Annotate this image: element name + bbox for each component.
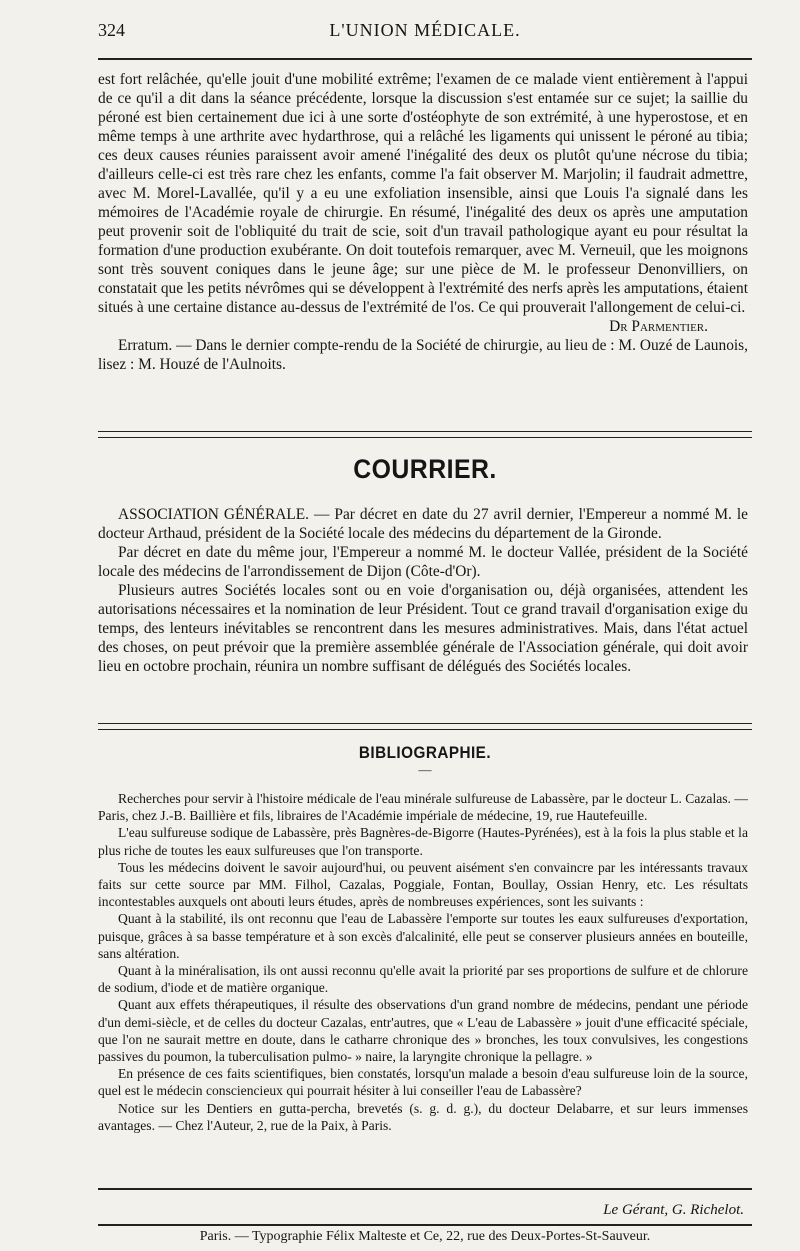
courrier-paragraph-2: Par décret en date du même jour, l'Empereur a nommé M. le docteur Vallée, président de la Société locale des médecins de l'arrondissement de Dijon (Côte-d'Or). (98, 544, 748, 580)
biblio-paragraph-5: Quant à la minéralisation, ils ont aussi reconnu qu'elle avait la priorité par ses proportions de sulfure et de chlorure de sodium, d'iode et de matière organique. (98, 963, 748, 996)
biblio-paragraph-4: Quant à la stabilité, ils ont reconnu que l'eau de Labassère l'emporte sur toutes les eaux sulfureuses d'exportation, puisque, grâces à sa basse température et à son excès d'alcalinité, elle peut se conserver plusieurs années en bouteille, sans altération. (98, 911, 748, 961)
continuation-text (98, 70, 748, 374)
page-number: 324 (98, 20, 125, 40)
biblio-paragraph-1: Recherches pour servir à l'histoire médicale de l'eau minérale sulfureuse de Labassère, par le docteur L. Cazalas. — Paris, chez J.-B. Baillière et fils, libraires de l'Académie impériale de médecine, 19, rue Hautefeuille. (98, 791, 748, 824)
biblio-paragraph-6: Quant aux effets thérapeutiques, il résulte des observations d'un grand nombre de médecins, pendant une période d'un demi-siècle, et de celles du docteur Cazalas, entr'autres, que « L'eau de Labassère » jouit d'une efficacité spéciale, que l'on ne saurait mettre en doute, dans le catharre chronique des » bronches, les toux convulsives, les congestions passives du poumon, la tuberculisation pulmo- » naire, la laryngite chronique la pellagre. » (98, 997, 748, 1065)
biblio-paragraph-2: L'eau sulfureuse sodique de Labassère, près Bagnères-de-Bigorre (Hautes-Pyrénées), est à la fois la plus stable et la plus riche de toutes les eaux sulfureuses que l'on transporte. (98, 825, 748, 858)
courrier-paragraph-1: ASSOCIATION GÉNÉRALE. — Par décret en date du 27 avril dernier, l'Empereur a nommé M. le docteur Arthaud, président de la Société locale des médecins du département de la Gironde. (98, 506, 748, 542)
signature: Dr Parmentier. (609, 318, 708, 335)
bibliographie-text (98, 790, 748, 1134)
footer-rule-2 (98, 1224, 752, 1226)
courrier-text (98, 505, 748, 676)
journal-title: L'UNION MÉDICALE. (329, 20, 521, 40)
courrier-heading: COURRIER. (353, 454, 497, 484)
footer-rule-1 (98, 1188, 752, 1190)
biblio-paragraph-8: Notice sur les Dentiers en gutta-percha, brevetés (s. g. d. g.), du docteur Delabarre, et sur leurs immenses avantages. — Chez l'Auteur, 2, rue de la Paix, à Paris. (98, 1100, 748, 1133)
bibliographie-heading: BIBLIOGRAPHIE. (358, 743, 492, 762)
gerant-signature: Le Gérant, G. Richelot. (603, 1202, 744, 1218)
printer-imprint: Paris. — Typographie Félix Malteste et Ce, 22, rue des Deux-Portes-St-Sauveur. (199, 1229, 651, 1244)
header-rule (98, 58, 752, 60)
section-divider-1 (98, 431, 752, 438)
erratum: Erratum. — Dans le dernier compte-rendu de la Société de chirurgie, au lieu de : M. Ouzé de Launois, lisez : M. Houzé de l'Aulnoits. (98, 337, 748, 373)
courrier-paragraph-3: Plusieurs autres Sociétés locales sont ou en voie d'organisation ou, déjà organisées, attendent les autorisations nécessaires et la nomination de leur Président. Tout ce grand travail d'organisation exige du temps, des lenteurs inévitables se rencontrent dans les mesures administratives. Mais, dans l'état actuel des choses, on peut prévoir que la première assemblée générale de l'Association générale, qui doit avoir lieu en octobre prochain, réunira un nombre suffisant de délégués des Sociétés locales. (98, 582, 748, 675)
bibliographie-dash: — (418, 762, 432, 777)
biblio-paragraph-7: En présence de ces faits scientifiques, bien constatés, lorsqu'un malade a besoin d'eau sulfureuse loin de la source, quel est le médecin consciencieux qui pourrait hésiter à lui conseiller l'eau de Labassère? (98, 1066, 748, 1099)
biblio-paragraph-3: Tous les médecins doivent le savoir aujourd'hui, ou peuvent aisément s'en convaincre par les intéressants travaux faits sur cette source par MM. Filhol, Cazalas, Poggiale, Fontan, Boullay, Ossian Henry, etc. Les résultats incontestables auxquels ont abouti leurs études, après de nombreuses expériences, sont les suivants : (98, 859, 748, 910)
section-divider-2 (98, 723, 752, 730)
page-header (98, 20, 752, 41)
continuation-paragraph: est fort relâchée, qu'elle jouit d'une mobilité extrême; l'examen de ce malade vient entièrement à l'appui de ce qu'il a dit dans la séance précédente, lorsque la discussion s'est entamée sur ce sujet; la saillie du péroné est bien certainement due ici à une sorte d'ostéophyte de son extrémité, à une hyperostose, et en même temps à une arthrite avec hydarthrose, qui a relâché les ligaments qui unissent le péroné au tibia; ces deux causes réunies paraissent avoir amené l'inégalité des deux os plutôt qu'une nécrose du tibia; d'ailleurs celle-ci est très rare chez les enfants, comme l'a fait observer M. Marjolin; il faudrait admettre, avec M. Morel-Lavallée, qu'il y a eu une exfoliation insensible, ainsi que Louis l'a signalé dans les mémoires de l'Académie royale de chirurgie. En résumé, l'inégalité des deux os après une amputation peut provenir soit de l'obliquité du trait de scie, soit d'un travail pathologique ayant eu pour résultat la formation d'une production exubérante. On doit toutefois remarquer, avec M. Verneuil, que les moignons sont très souvent coniques dans le jeune âge; sur une pièce de M. le professeur Denonvilliers, on constatait que les petits névrômes qui se développent à l'extrémité des nerfs après les amputations, étaient situés à une certaine distance au-dessus de l'extrémité de l'os. Ce qui prouverait l'allongement de celui-ci. (98, 71, 748, 316)
